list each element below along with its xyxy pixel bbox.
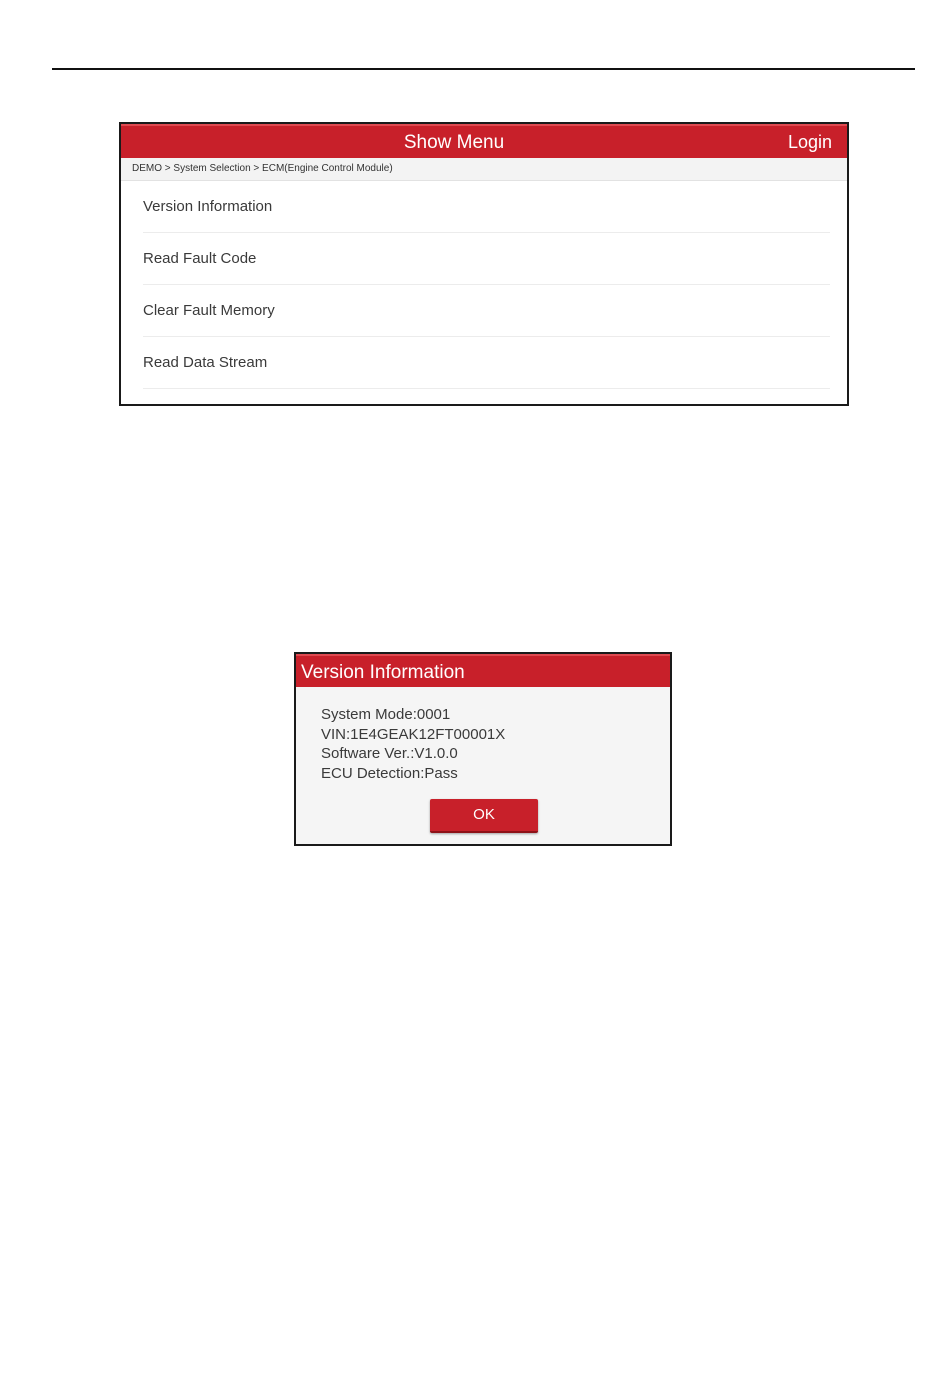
function-list [121, 181, 847, 389]
dialog-body [296, 687, 670, 783]
breadcrumb: DEMO > System Selection > ECM(Engine Control Module) [121, 158, 847, 181]
ok-button[interactable]: OK [430, 799, 538, 833]
version-dialog-screenshot [294, 652, 672, 846]
function-menu-screenshot [119, 122, 849, 406]
menu-item-clear-fault-memory[interactable]: Clear Fault Memory [143, 285, 830, 337]
ecu-detection-text: ECU Detection:Pass [321, 764, 458, 782]
vin-text: VIN:1E4GEAK12FT00001X [321, 725, 506, 743]
system-mode-text: System Mode:0001 [321, 706, 451, 723]
software-version-text: Software Ver.:V1.0.0 [321, 745, 458, 762]
menu-item-version-information[interactable]: Version Information [143, 181, 830, 233]
dialog-title: Version Information [296, 654, 670, 687]
page-header-rule [52, 68, 915, 70]
menu-header-bar [121, 124, 847, 158]
menu-item-read-fault-code[interactable]: Read Fault Code [143, 233, 830, 285]
menu-item-read-data-stream[interactable]: Read Data Stream [143, 337, 830, 389]
login-button[interactable]: Login [787, 132, 832, 152]
show-menu-button[interactable]: Show Menu [403, 132, 505, 153]
